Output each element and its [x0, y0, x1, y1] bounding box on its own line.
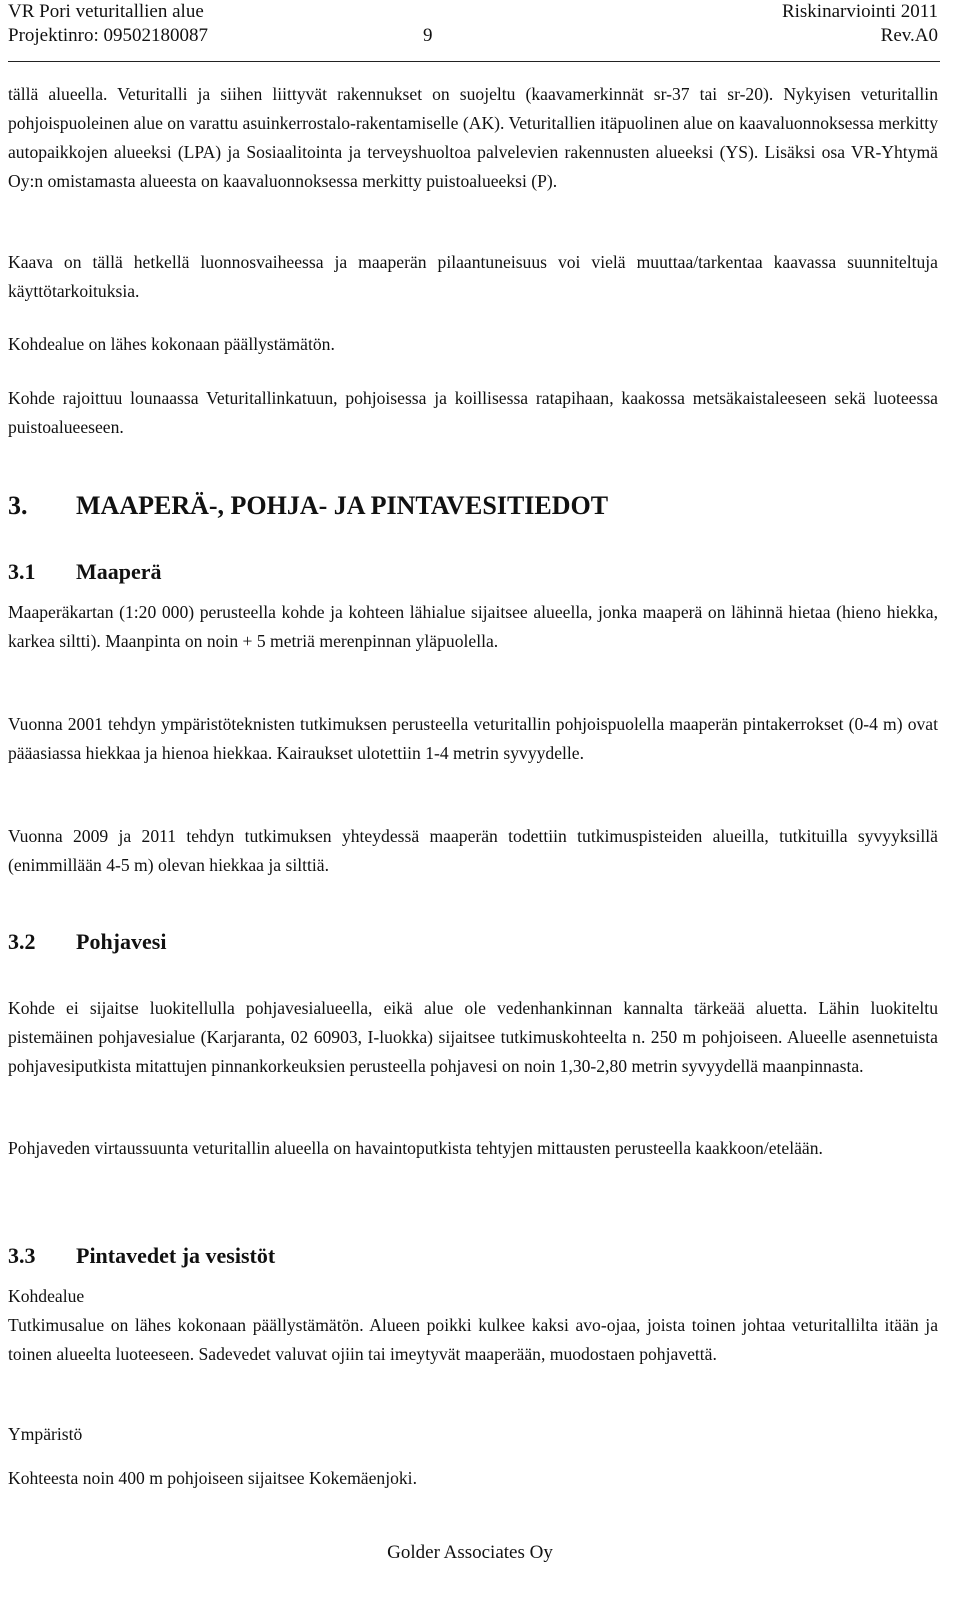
section-heading-3-2 — [8, 928, 166, 956]
section-number: 3.1 — [8, 559, 36, 584]
header-project-name: VR Pori veturitallien alue — [8, 1, 204, 22]
header-project-number: Projektinro: 09502180087 — [8, 25, 209, 46]
page-footer: Golder Associates Oy — [387, 1542, 553, 1563]
paragraph-paallyste: Kohdealue on lähes kokonaan päällystämätön. — [8, 334, 335, 354]
section-title: Maaperä — [76, 559, 162, 584]
section-heading-3-1 — [8, 558, 162, 586]
section-number: 3.2 — [8, 929, 36, 954]
header-revision: Rev.A0 — [880, 25, 938, 46]
subheading-kohdealue: Kohdealue — [8, 1286, 85, 1306]
section-heading-3 — [8, 490, 608, 522]
paragraph-maapera-1: Maaperäkartan (1:20 000) perusteella kohde ja kohteen lähialue sijaitsee alueella, jonka maaperä on lähinnä hietaa (hieno hiekka, karkea siltti). Maanpinta on noin + 5 metriä merenpinnan yläpuolella. — [8, 602, 938, 651]
paragraph-pintavedet-2: Kohteesta noin 400 m pohjoiseen sijaitsee Kokemäenjoki. — [8, 1468, 417, 1488]
header-page-number: 9 — [423, 25, 433, 46]
paragraph-pintavedet-1: Tutkimusalue on lähes kokonaan päällystämätön. Alueen poikki kulkee kaksi avo-ojaa, joista toinen johtaa veturitallilta itään ja toinen alueelta luoteeseen. Sadevedet valuvat ojiin tai imeytyvät maaperään, muodostaen pohjavettä. — [8, 1315, 938, 1364]
section-title: MAAPERÄ-, POHJA- JA PINTAVESITIEDOT — [76, 491, 609, 520]
section-title: Pohjavesi — [76, 929, 167, 954]
paragraph-maapera-3: Vuonna 2009 ja 2011 tehdyn tutkimuksen yhteydessä maaperän todettiin tutkimuspisteiden alueilla, tutkituilla syvyyksillä (enimmillään 4-5 m) olevan hiekkaa ja silttiä. — [8, 826, 938, 875]
section-heading-3-3 — [8, 1242, 275, 1270]
section-number: 3. — [8, 491, 28, 520]
section-number: 3.3 — [8, 1243, 36, 1268]
paragraph-maapera-2: Vuonna 2001 tehdyn ympäristöteknisten tutkimuksen perusteella veturitallin pohjoispuolella maaperän pintakerrokset (0-4 m) ovat pääasiassa hiekkaa ja hienoa hiekkaa. Kairaukset ulotettiin 1-4 metrin syvyydelle. — [8, 714, 938, 763]
paragraph-kaava: Kaava on tällä hetkellä luonnosvaiheessa ja maaperän pilaantuneisuus voi vielä muuttaa/tarkentaa kaavassa suunniteltuja käyttötarkoituksia. — [8, 252, 938, 301]
paragraph-pohjavesi-2: Pohjaveden virtaussuunta veturitallin alueella on havaintoputkista tehtyjen mittausten perusteella kaakkoon/etelään. — [8, 1138, 823, 1158]
header-document-title: Riskinarviointi 2011 — [781, 1, 938, 22]
subheading-ymparisto: Ympäristö — [8, 1424, 83, 1444]
section-title: Pintavedet ja vesistöt — [76, 1243, 276, 1268]
paragraph-rajoittuu: Kohde rajoittuu lounaassa Veturitallinkatuun, pohjoisessa ja koillisessa ratapihaan, kaakossa metsäkaistaleeseen sekä luoteessa puistoalueeseen. — [8, 388, 938, 437]
header-divider — [8, 61, 940, 62]
paragraph-pohjavesi-1: Kohde ei sijaitse luokitellulla pohjavesialueella, eikä alue ole vedenhankinnan kannalta tärkeää aluetta. Lähin luokiteltu pistemäinen pohjavesialue (Karjaranta, 02 60903, I-luokka) sijaitsee tutkimuskohteelta n. 250 m pohjoiseen. Alueelle asennetuista pohjavesiputkista mitattujen pinnankorkeuksien perusteella pohjavesi on noin 1,30-2,80 metrin syvyydellä maanpinnasta. — [8, 998, 938, 1076]
paragraph-intro: tällä alueella. Veturitalli ja siihen liittyvät rakennukset on suojeltu (kaavamerkinnät sr-37 tai sr-20). Nykyisen veturitallin pohjoispuoleinen alue on varattu asuinkerrostalo-rakentamiselle (AK). Veturitallien itäpuolinen alue on kaavaluonnoksessa merkitty autopaikkojen alueeksi (LPA) ja Sosiaalitointa ja terveyshuoltoa palvelevien rakennusten alueeksi (YS). Lisäksi osa VR-Yhtymä Oy:n omistamasta alueesta on kaavaluonnoksessa merkitty puistoalueeksi (P). — [8, 84, 938, 191]
